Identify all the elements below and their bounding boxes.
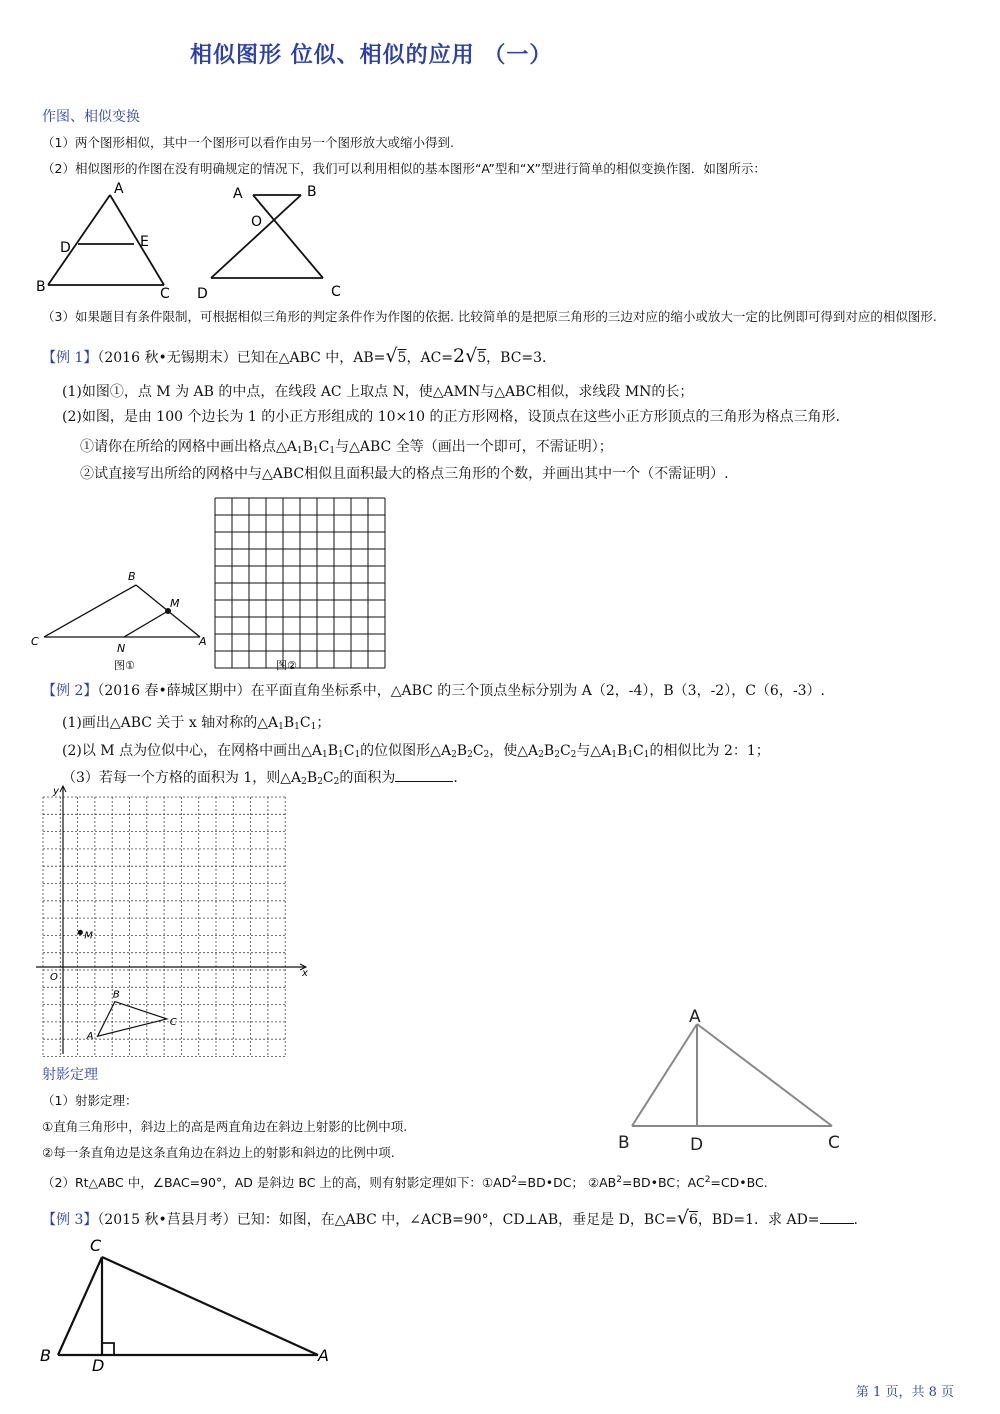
point-m (78, 930, 83, 935)
fig2-caption: 图② (276, 659, 297, 672)
proj-label-a: A (689, 1007, 701, 1027)
triangle-abc (98, 1002, 167, 1037)
example-2-tag: 【例 2】 (42, 683, 98, 699)
figa-label-a: A (114, 181, 124, 197)
fig1-caption: 图① (114, 659, 135, 672)
page-footer: 第 1 页，共 8 页 (855, 1385, 954, 1400)
point-m-label: M (84, 930, 93, 942)
sec2-paragraph-4: （2）Rt△ABC 中，∠BAC=90°，AD 是斜边 BC 上的高，则有射影定理如下：$①AD^2=BD•DC$； $②AB^2=BD•BC$；$AC^2=CD•BC$. (42, 1174, 768, 1190)
section-heading-projection: 射影定理 (42, 1067, 98, 1083)
fig1-label-a: A (199, 635, 207, 648)
ex3-label-a: A (318, 1346, 329, 1365)
example-1-question-2: (2)如图，是由 100 个边长为 1 的小正方形组成的 10×10 的正方形网格，设顶点在这些小正方形顶点的三角形为格点三角形. (62, 409, 840, 425)
section-heading-construction: 作图、相似变换 (42, 109, 140, 125)
answer-blank-ad[interactable] (820, 1211, 854, 1224)
projection-theorem-figure (612, 1002, 862, 1162)
example-3-tag: 【例 3】 (42, 1212, 98, 1228)
sec1-paragraph-1: （1）两个图形相似，其中一个图形可以看作由另一个图形放大或缩小得到. (42, 135, 454, 150)
figx-label-b: B (307, 184, 317, 200)
figa-label-e: E (140, 234, 149, 250)
example-1-grid-10x10 (213, 496, 388, 676)
figure-x-type (195, 180, 355, 300)
proj-label-b: B (618, 1133, 630, 1153)
example-2-question-3: （3）若每一个方格的面积为 1，则$\triangle A_2B_2C_2$的面积为 . (62, 770, 458, 787)
point-a-label: A (86, 1031, 94, 1043)
sec1-paragraph-3: （3）如果题目有条件限制，可根据相似三角形的判定条件作为作图的依据. 比较简单的是把原三角形的三边对应的缩小或放大一定的比例即可得到对应的相似图形. (42, 309, 937, 324)
example-2-question-2: (2)以 M 点为位似中心，在网格中画出$\triangle A_1B_1C_1$的位似图形$\triangle A_2B_2C_2$，使$\triangle A_2B_2C_2$与$\triangle A_1B_1C_1$的相似比为 2：1； (62, 743, 770, 760)
example-2-header: 【例 2】（2016 春•薛城区期中）在平面直角坐标系中，△ABC 的三个顶点坐标分别为 A（2，-4），B（3，-2），C（6，-3）. (42, 683, 825, 699)
fig1-label-c: C (31, 635, 39, 648)
sec2-paragraph-2: ①直角三角形中，斜边上的高是两直角边在斜边上射影的比例中项. (42, 1119, 408, 1134)
answer-blank[interactable] (395, 769, 453, 782)
axis-label-y: y (53, 786, 59, 797)
page-title: 相似图形 位似、相似的应用 （一） (190, 43, 553, 68)
fig1-label-b: B (128, 570, 136, 583)
example-1-header: 【例 1】（2016 秋•无锡期末）已知在△ABC 中，AB=√5，AC=2√5，BC=3. (42, 345, 547, 367)
origin-label: O (50, 972, 58, 983)
figx-label-o: O (251, 214, 263, 230)
sec1-paragraph-2: （2）相似图形的作图在没有明确规定的情况下，我们可以利用相似的基本图形“A”型和“X”型进行简单的相似变换作图．如图所示： (42, 161, 766, 176)
axis-label-x: x (302, 968, 308, 979)
figure-a-type (30, 180, 190, 300)
figa-label-b: B (36, 279, 46, 295)
proj-label-d: D (690, 1135, 704, 1155)
sec2-paragraph-1: （1）射影定理： (42, 1093, 138, 1108)
example-1-figure-1 (28, 565, 218, 675)
fig1-label-n: N (117, 642, 126, 655)
figa-label-c: C (160, 286, 170, 302)
example-3-header: 【例 3】（2015 秋•莒县月考）已知：如图，在△ABC 中，∠ACB=90°，CD⊥AB，垂足是 D，BC=√6，BD=1．求 AD= . (42, 1207, 858, 1229)
figa-label-d: D (60, 240, 71, 256)
point-b-label: B (112, 989, 120, 1001)
example-3-figure (36, 1235, 346, 1375)
proj-label-c: C (828, 1133, 840, 1153)
sec2-paragraph-3: ②每一条直角边是这条直角边在斜边上的射影和斜边的比例中项. (42, 1145, 395, 1160)
example-2-question-1: (1)画出△ABC 关于 x 轴对称的$\triangle A_1B_1C_1$； (62, 715, 331, 732)
figx-label-a: A (233, 186, 243, 202)
ex3-label-b: B (40, 1346, 51, 1365)
figx-label-d: D (197, 286, 208, 302)
example-2-coordinate-grid (36, 786, 318, 1058)
fig1-label-m: M (170, 597, 180, 610)
example-1-question-1: (1)如图①，点 M 为 AB 的中点，在线段 AC 上取点 N，使△AMN与△ABC相似，求线段 MN的长； (62, 384, 694, 400)
example-1-question-2b: ②试直接写出所给的网格中与△ABC相似且面积最大的格点三角形的个数，并画出其中一个（不需证明）. (80, 466, 729, 482)
example-1-question-2a: ①请你在所给的网格中画出格点$\triangle A_1B_1C_1$与△ABC 全等（画出一个即可，不需证明）； (80, 439, 613, 456)
example-1-tag: 【例 1】 (42, 350, 98, 366)
point-c-label: C (169, 1016, 177, 1028)
figx-label-c: C (331, 284, 341, 300)
ex3-label-d: D (92, 1356, 105, 1375)
ex3-label-c: C (90, 1236, 102, 1255)
